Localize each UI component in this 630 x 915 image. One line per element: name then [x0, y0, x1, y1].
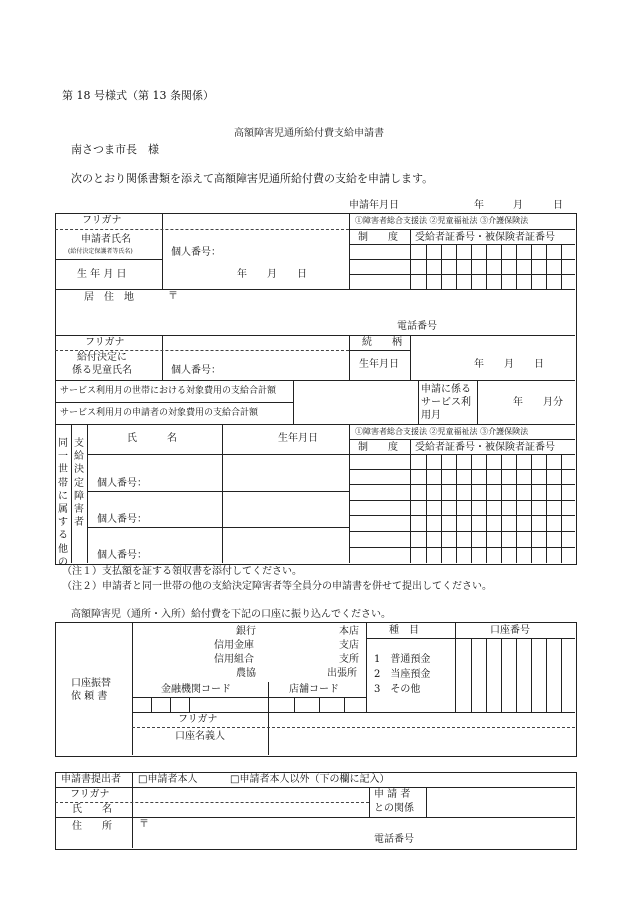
grid-line: [561, 454, 562, 563]
household-law-options: ①障害者総合支援法 ②児童福祉法 ③介護保険法: [355, 427, 529, 436]
note-2: （注２）申請者と同一世帯の他の支給決定障害者等全員分の申請書を併せて提出してください。: [62, 581, 492, 592]
date-day: 日: [553, 200, 563, 211]
account-number-label: 口座番号: [490, 625, 530, 636]
household-side-label-2: 支給決定障害者: [74, 438, 84, 529]
date-label: 申請年月日: [349, 200, 399, 211]
grid-line: [294, 697, 295, 712]
grid-line: [486, 454, 487, 563]
household-name-header: 氏 名: [127, 433, 177, 444]
grid-line: [441, 244, 442, 289]
submitter-postal-mark: 〒: [139, 819, 149, 830]
child-label-line1: 給付決定に: [77, 352, 127, 363]
account-type-other: 3 その他: [374, 684, 421, 695]
account-holder-label: 口座名義人: [175, 731, 225, 742]
relation-label-line2: との関係: [374, 803, 414, 814]
household-total-label: サービス利用月の世帯における対象費用の支給合計額: [60, 386, 277, 396]
child-label-line2: 係る児童氏名: [72, 365, 132, 376]
intro-text: 次のとおり関係書類を添えて高額障害児通所給付費の支給を申請します。: [71, 172, 434, 185]
child-personal-number-label: 個人番号：: [171, 365, 221, 376]
household-personal-number-2: 個人番号：: [97, 514, 147, 525]
service-month-label: 申請に係るサービス利用月: [421, 384, 471, 421]
bank-instruction: 高額障害児（通所・入所）給付費を下記の口座に振り込んでください。: [71, 609, 391, 620]
branch-type-branch: 支店: [339, 640, 359, 651]
applicant-name-label: 申請者氏名: [81, 234, 131, 245]
grid-line: [456, 244, 457, 289]
grid-line: [456, 454, 457, 563]
applicant-system-label: 制 度: [358, 232, 398, 243]
grid-line: [486, 244, 487, 289]
household-side-label-1: 同一世帯に属する他の: [58, 438, 68, 568]
grid-line: [170, 697, 171, 712]
grid-line: [319, 697, 320, 712]
grid-line: [151, 697, 152, 712]
bank-furigana-label: フリガナ: [178, 714, 218, 725]
grid-line: [344, 697, 345, 712]
grid-line: [516, 638, 517, 712]
child-furigana-label: フリガナ: [85, 337, 125, 348]
grid-line: [471, 454, 472, 563]
grid-line: [531, 244, 532, 289]
branch-code-label: 店舗コード: [289, 684, 339, 695]
applicant-birth-label: 生 年 月 日: [77, 269, 127, 280]
grid-line: [426, 454, 427, 563]
grid-line: [501, 244, 502, 289]
applicant-furigana-label: フリガナ: [82, 215, 122, 226]
submitter-phone-label: 電話番号: [374, 834, 414, 845]
household-birth-header: 生年月日: [278, 433, 318, 444]
grid-line: [546, 638, 547, 712]
child-birth-label: 生年月日: [359, 359, 399, 370]
inst-type-bank: 銀行: [236, 626, 256, 637]
grid-line: [471, 244, 472, 289]
grid-line: [501, 638, 502, 712]
branch-type-office: 出張所: [327, 668, 357, 679]
grid-line: [189, 697, 190, 712]
grid-line: [471, 638, 472, 712]
inst-type-shinkin: 信用金庫: [214, 640, 254, 651]
inst-type-kumiai: 信用組合: [214, 654, 254, 665]
grid-line: [546, 454, 547, 563]
applicant-name-sublabel: (給付決定保護者等氏名): [68, 248, 133, 255]
inst-type-nokyo: 農協: [236, 668, 256, 679]
account-type-label: 種 目: [389, 625, 419, 636]
note-1: （注１）支払額を証する領収書を添付してください。: [62, 566, 302, 577]
household-cert-label: 受給者証番号・被保険者証番号: [415, 442, 555, 453]
bank-side-label-1: 口座振替: [71, 678, 111, 689]
grid-line: [531, 638, 532, 712]
grid-line: [516, 244, 517, 289]
grid-line: [531, 454, 532, 563]
applicant-personal-number-label: 個人番号：: [171, 247, 221, 258]
account-type-toza: 2 当座預金: [374, 669, 431, 680]
bank-side-label-2: 依 頼 書: [71, 691, 108, 702]
grid-line: [501, 454, 502, 563]
household-personal-number-3: 個人番号：: [97, 550, 147, 561]
date-year: 年: [474, 200, 484, 211]
child-birth-ymd: 年 月 日: [474, 359, 544, 370]
form-title: 高額障害児通所給付費支給申請書: [234, 128, 384, 139]
addressee: 南さつま市長 様: [71, 143, 159, 156]
submitter-option-self[interactable]: □申請者本人: [138, 774, 198, 785]
applicant-law-options: ①障害者総合支援法 ②児童福祉法 ③介護保険法: [355, 216, 529, 225]
submitter-name-label: 氏 名: [72, 804, 112, 815]
branch-type-main: 本店: [339, 626, 359, 637]
household-personal-number-1: 個人番号：: [97, 478, 147, 489]
submitter-label: 申請書提出者: [61, 774, 121, 785]
address-label: 居 住 地: [84, 292, 134, 303]
submitter-furigana-label: フリガナ: [70, 789, 110, 800]
grid-line: [426, 244, 427, 289]
submitter-option-other[interactable]: □申請者本人以外（下の欄に記入）: [230, 774, 390, 785]
applicant-birth-ymd: 年 月 日: [237, 269, 307, 280]
grid-line: [561, 244, 562, 289]
applicant-cert-label: 受給者証番号・被保険者証番号: [415, 232, 555, 243]
applicant-phone-label: 電話番号: [397, 321, 437, 332]
applicant-total-label: サービス利用月の申請者の対象費用の支給合計額: [60, 408, 259, 418]
submitter-address-label: 住 所: [72, 821, 112, 832]
grid-line: [486, 638, 487, 712]
grid-line: [546, 244, 547, 289]
branch-type-sub: 支所: [339, 654, 359, 665]
relation-label: 続 柄: [362, 337, 402, 348]
relation-label-line1: 申 請 者: [374, 789, 411, 800]
grid-line: [441, 454, 442, 563]
service-year-month: 年 月分: [513, 397, 563, 408]
grid-line: [561, 638, 562, 712]
form-number: 第 18 号様式（第 13 条関係）: [62, 89, 214, 102]
grid-line: [516, 454, 517, 563]
date-month: 月: [513, 200, 523, 211]
address-postal-mark: 〒: [168, 291, 178, 302]
household-system-label: 制 度: [358, 442, 398, 453]
account-type-futsu: 1 普通預金: [374, 654, 431, 665]
bank-code-label: 金融機関コード: [161, 684, 231, 695]
